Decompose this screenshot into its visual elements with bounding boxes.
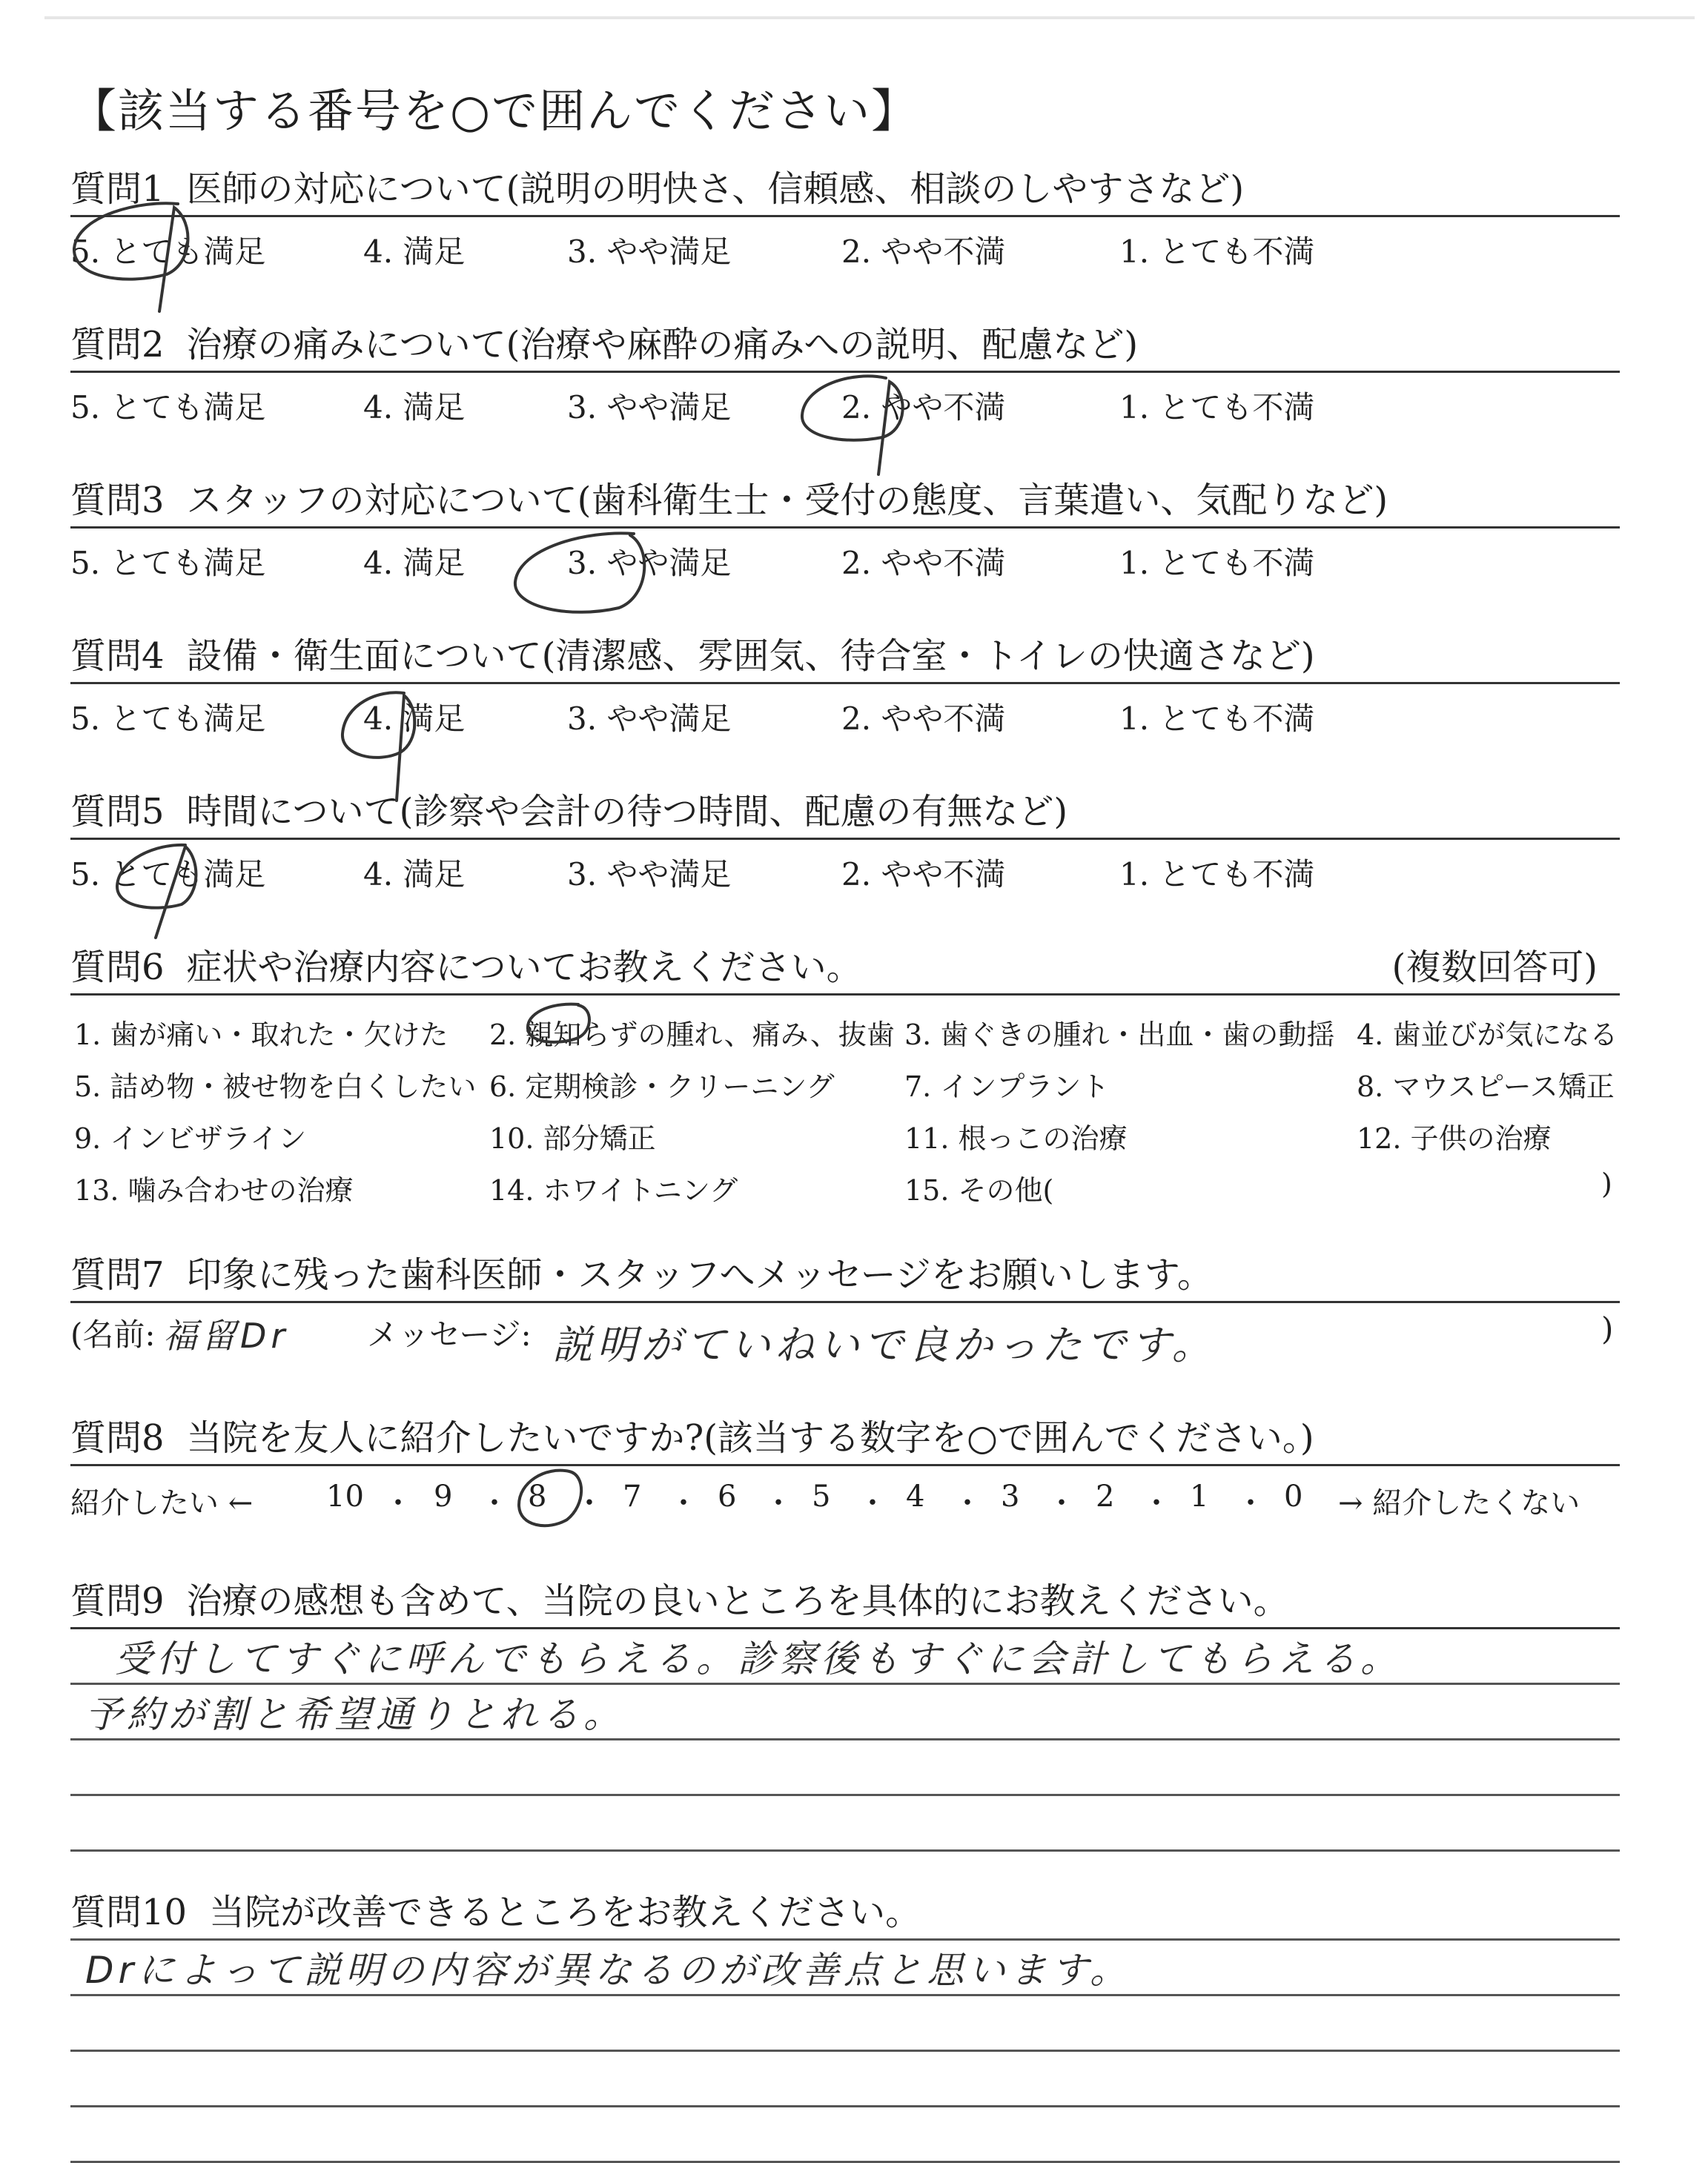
option-2[interactable]: 2. やや不満 xyxy=(841,856,1006,892)
scale-dot: ・ xyxy=(1047,1486,1076,1520)
symptom-option[interactable]: 11. 根っこの治療 xyxy=(904,1122,1128,1155)
question-3 xyxy=(70,474,1620,588)
symptom-option[interactable]: 13. 噛み合わせの治療 xyxy=(74,1174,354,1207)
handwritten-answer: 受付してすぐに呼んでもらえる。診察後もすぐに会計してもらえる。 xyxy=(115,1637,1402,1680)
other-close-paren: ) xyxy=(1601,1167,1612,1200)
option-1[interactable]: 1. とても不満 xyxy=(1119,700,1315,737)
symptom-option[interactable]: 6. 定期検診・クリーニング xyxy=(489,1070,835,1103)
rating-options xyxy=(70,684,1620,743)
question-header xyxy=(70,1575,1620,1629)
question-5 xyxy=(70,786,1620,899)
question-header xyxy=(70,163,1620,217)
question-1 xyxy=(70,163,1620,276)
option-2[interactable]: 2. やや不満 xyxy=(841,233,1006,270)
answer-line[interactable] xyxy=(70,1629,1620,1685)
symptom-option[interactable]: 5. 詰め物・被せ物を白くしたい xyxy=(74,1070,477,1103)
question-9 xyxy=(70,1575,1620,1852)
scale-value-3[interactable]: 3 xyxy=(1001,1480,1020,1514)
scale-dot: ・ xyxy=(480,1486,509,1520)
scale-value-2[interactable]: 2 xyxy=(1096,1480,1115,1514)
question-number: 質問5 xyxy=(70,791,165,832)
symptom-option[interactable]: 14. ホワイトニング xyxy=(489,1174,738,1207)
answer-line[interactable] xyxy=(70,1796,1620,1852)
page-title: 【該当する番号を○で囲んでください】 xyxy=(70,84,919,138)
scale-dot: ・ xyxy=(953,1486,982,1520)
question-header xyxy=(70,786,1620,840)
scale-value-1[interactable]: 1 xyxy=(1190,1480,1209,1514)
symptom-options-grid xyxy=(70,996,1620,1210)
question-header xyxy=(70,1249,1620,1303)
rating-options xyxy=(70,529,1620,588)
name-label: (名前: xyxy=(70,1316,156,1353)
message-line xyxy=(70,1303,1620,1368)
option-5[interactable]: 5. とても満足 xyxy=(70,389,266,425)
question-header xyxy=(70,1887,1620,1941)
option-5[interactable]: 5. とても満足 xyxy=(70,700,266,737)
scale-dot: ・ xyxy=(1142,1486,1171,1520)
scale-right-label: → 紹介したくない xyxy=(1338,1486,1580,1520)
scale-left-label: 紹介したい ← xyxy=(70,1486,254,1520)
question-header xyxy=(70,474,1620,529)
answer-line[interactable] xyxy=(70,1740,1620,1796)
option-2[interactable]: 2. やや不満 xyxy=(841,389,1006,425)
option-4[interactable]: 4. 満足 xyxy=(363,856,466,892)
question-text: 当院が改善できるところをお教えください。 xyxy=(209,1892,921,1933)
question-number: 質問10 xyxy=(70,1892,188,1933)
symptom-option[interactable]: 7. インプラント xyxy=(904,1070,1110,1103)
scale-value-8[interactable]: 8 xyxy=(528,1480,547,1514)
handwritten-answer: 予約が割と希望通りとれる。 xyxy=(85,1693,625,1736)
answer-line[interactable] xyxy=(70,1996,1620,2052)
option-4[interactable]: 4. 満足 xyxy=(363,233,466,270)
question-text: 治療の感想も含めて、当院の良いところを具体的にお教えください。 xyxy=(186,1580,1289,1622)
option-2[interactable]: 2. やや不満 xyxy=(841,700,1006,737)
option-1[interactable]: 1. とても不満 xyxy=(1119,856,1315,892)
option-4[interactable]: 4. 満足 xyxy=(363,545,466,581)
message-close-paren: ) xyxy=(1601,1311,1614,1347)
option-5[interactable]: 5. とても満足 xyxy=(70,856,266,892)
handwritten-answer: Drによって説明の内容が異なるのが改善点と思います。 xyxy=(85,1949,1132,1992)
scale-value-9[interactable]: 9 xyxy=(434,1480,453,1514)
option-3[interactable]: 3. やや満足 xyxy=(567,700,732,737)
symptom-option[interactable]: 4. 歯並びが気になる xyxy=(1357,1018,1618,1051)
scale-value-10[interactable]: 10 xyxy=(326,1480,364,1514)
option-3[interactable]: 3. やや満足 xyxy=(567,233,732,270)
scale-value-7[interactable]: 7 xyxy=(623,1480,642,1514)
question-10 xyxy=(70,1887,1620,2163)
question-text: スタッフの対応について(歯科衛生士・受付の態度、言葉遣い、気配りなど) xyxy=(186,480,1388,521)
symptom-option[interactable]: 10. 部分矯正 xyxy=(489,1122,656,1155)
question-number: 質問3 xyxy=(70,480,165,521)
question-text: 症状や治療内容についてお教えください。 xyxy=(186,947,862,988)
question-number: 質問2 xyxy=(70,324,165,365)
answer-line[interactable] xyxy=(70,2052,1620,2107)
option-3[interactable]: 3. やや満足 xyxy=(567,389,732,425)
question-text: 設備・衛生面について(清潔感、雰囲気、待合室・トイレの快適さなど) xyxy=(186,635,1315,677)
answer-line[interactable] xyxy=(70,1941,1620,1996)
symptom-option[interactable]: 3. 歯ぐきの腫れ・出血・歯の動揺 xyxy=(904,1018,1335,1051)
symptom-option[interactable]: 12. 子供の治療 xyxy=(1357,1122,1552,1155)
message-value[interactable]: 説明がていねいで良かったです。 xyxy=(552,1322,1217,1368)
question-text: 印象に残った歯科医師・スタッフへメッセージをお願いします。 xyxy=(186,1254,1213,1296)
question-6 xyxy=(70,941,1620,1210)
option-2[interactable]: 2. やや不満 xyxy=(841,545,1006,581)
referral-scale xyxy=(70,1466,1620,1526)
rating-options xyxy=(70,217,1620,276)
answer-line[interactable] xyxy=(70,1685,1620,1740)
name-value[interactable]: 福留Dr xyxy=(163,1316,290,1356)
rating-options xyxy=(70,373,1620,432)
question-2 xyxy=(70,319,1620,432)
question-number: 質問7 xyxy=(70,1254,165,1296)
answer-line[interactable] xyxy=(70,2107,1620,2163)
scale-value-5[interactable]: 5 xyxy=(812,1480,831,1514)
question-7 xyxy=(70,1249,1620,1368)
question-number: 質問4 xyxy=(70,635,165,677)
symptom-option[interactable]: 2. 親知らずの腫れ、痛み、抜歯 xyxy=(489,1018,895,1051)
question-text: 時間について(診察や会計の待つ時間、配慮の有無など) xyxy=(186,791,1068,832)
scale-dot: ・ xyxy=(764,1486,793,1520)
question-text: 医師の対応について(説明の明快さ、信頼感、相談のしやすさなど) xyxy=(186,168,1245,210)
scale-dot: ・ xyxy=(858,1486,887,1520)
question-header xyxy=(70,319,1620,373)
option-5[interactable]: 5. とても満足 xyxy=(70,233,266,270)
scale-value-6[interactable]: 6 xyxy=(718,1480,737,1514)
question-number: 質問1 xyxy=(70,168,165,210)
option-1[interactable]: 1. とても不満 xyxy=(1119,389,1315,425)
scale-dot: ・ xyxy=(575,1486,604,1520)
question-8 xyxy=(70,1412,1620,1526)
multiple-answer-note: (複数回答可) xyxy=(1391,947,1598,988)
scale-dot: ・ xyxy=(383,1486,413,1520)
scale-dot: ・ xyxy=(1236,1486,1265,1520)
option-1[interactable]: 1. とても不満 xyxy=(1119,545,1315,581)
symptom-option[interactable]: 15. その他( xyxy=(904,1174,1054,1207)
question-number: 質問8 xyxy=(70,1417,165,1459)
question-header xyxy=(70,1412,1620,1466)
option-4[interactable]: 4. 満足 xyxy=(363,389,466,425)
symptom-option[interactable]: 1. 歯が痛い・取れた・欠けた xyxy=(74,1018,448,1051)
option-5[interactable]: 5. とても満足 xyxy=(70,545,266,581)
scale-value-0[interactable]: 0 xyxy=(1284,1480,1303,1514)
rating-options xyxy=(70,840,1620,899)
scale-dot: ・ xyxy=(669,1486,698,1520)
message-label: メッセージ: xyxy=(367,1316,532,1353)
question-number: 質問9 xyxy=(70,1580,165,1622)
question-header xyxy=(70,630,1620,684)
question-4 xyxy=(70,630,1620,743)
question-text: 治療の痛みについて(治療や麻酔の痛みへの説明、配慮など) xyxy=(186,324,1139,365)
scale-value-4[interactable]: 4 xyxy=(906,1480,925,1514)
symptom-option[interactable]: 8. マウスピース矯正 xyxy=(1357,1070,1615,1103)
question-number: 質問6 xyxy=(70,947,165,988)
question-header xyxy=(70,941,1620,996)
page-top-border xyxy=(44,16,1695,19)
symptom-option[interactable]: 9. インビザライン xyxy=(74,1122,307,1155)
option-4[interactable]: 4. 満足 xyxy=(363,700,466,737)
option-1[interactable]: 1. とても不満 xyxy=(1119,233,1315,270)
option-3[interactable]: 3. やや満足 xyxy=(567,545,732,581)
option-3[interactable]: 3. やや満足 xyxy=(567,856,732,892)
question-text: 当院を友人に紹介したいですか?(該当する数字を○で囲んでください。) xyxy=(186,1417,1314,1459)
